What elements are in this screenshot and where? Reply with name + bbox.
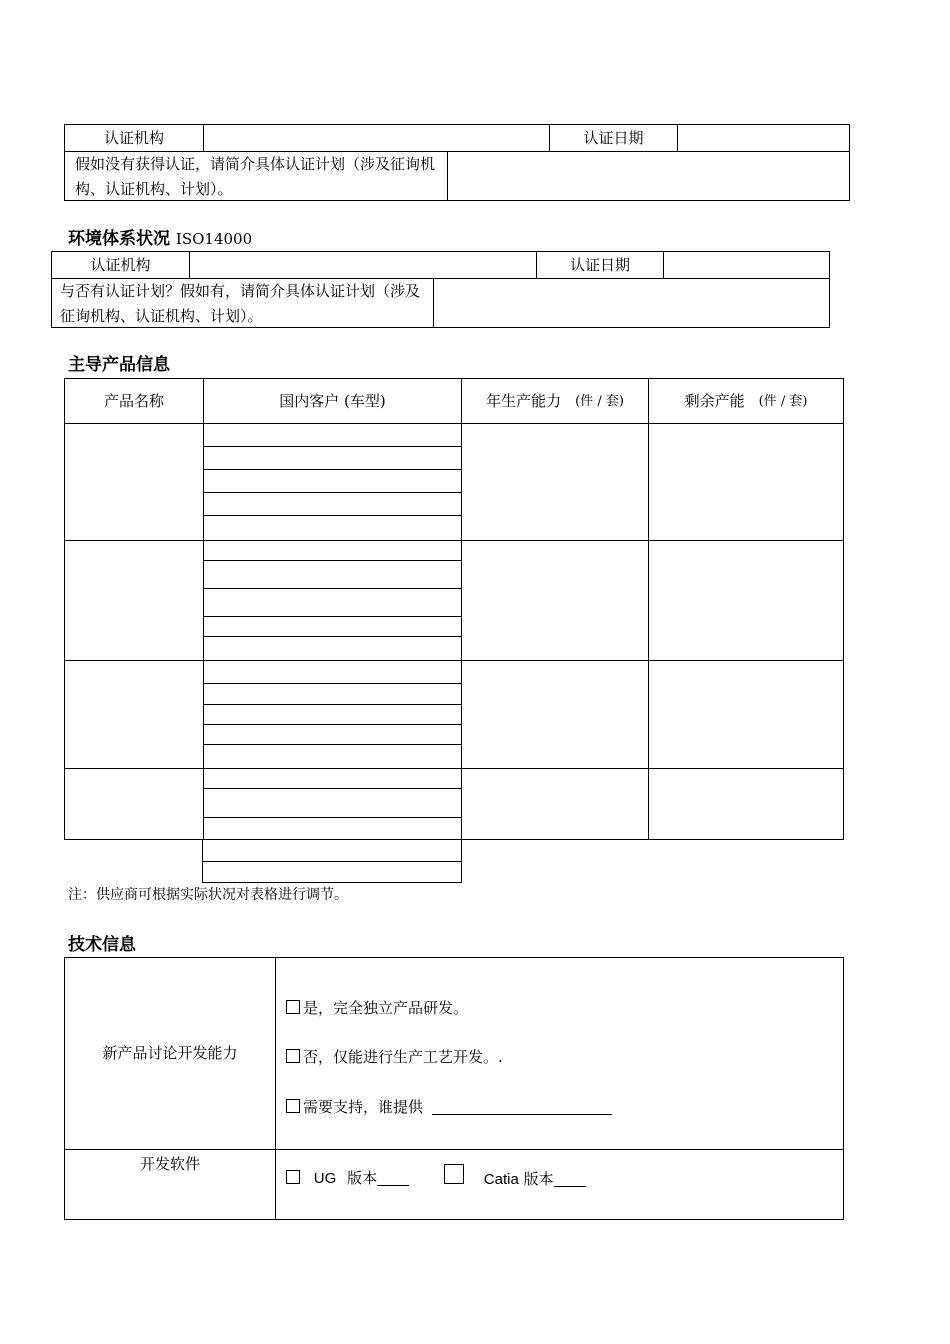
header-remaining: 剩余产能 (件 / 套)	[648, 379, 843, 423]
header-customer: 国内客户 (车型)	[203, 379, 461, 423]
env-plan-field[interactable]	[433, 278, 829, 327]
option-need-support[interactable]: 需要支持，谁提供	[286, 1095, 612, 1120]
cert-date-label: 认证日期	[549, 125, 677, 151]
cert-date-field[interactable]	[677, 125, 849, 151]
customer-overflow-rows	[202, 839, 462, 883]
header-capacity: 年生产能力 (件 / 套)	[461, 379, 648, 423]
env-date-label: 认证日期	[536, 252, 663, 278]
checkbox-icon[interactable]	[286, 1170, 300, 1184]
software-cell	[275, 1149, 843, 1219]
cert-plan-field[interactable]	[447, 151, 849, 200]
product-section-title: 主导产品信息	[68, 355, 170, 375]
env-date-field[interactable]	[663, 252, 829, 278]
env-org-label: 认证机构	[90, 255, 151, 274]
tech-section-title: 技术信息	[68, 935, 136, 955]
cert-org-field[interactable]	[203, 125, 549, 151]
support-provider-field[interactable]	[432, 1114, 612, 1115]
env-plan-text: 与否有认证计划？假如有，请简介具体认证计划（涉及征询机构、认证机构、计划）。	[52, 278, 433, 327]
ug-version-field[interactable]	[377, 1185, 409, 1186]
product-note: 注：供应商可根据实际状况对表格进行调节。	[68, 887, 348, 903]
header-product-name: 产品名称	[103, 391, 164, 410]
option-independent[interactable]: 是，完全独立产品研发。	[286, 996, 468, 1021]
env-cert-table	[51, 251, 830, 328]
env-org-field[interactable]	[189, 252, 536, 278]
cert-plan-text: 假如没有获得认证，请简介具体认证计划（涉及征询机构、认证机构、计划）。	[65, 151, 447, 200]
env-section-title: 环境体系状况 ISO14000	[68, 229, 253, 249]
ug-option[interactable]: UG 版本	[286, 1166, 409, 1191]
tech-table	[64, 957, 844, 1220]
rd-capability-label: 新产品讨论开发能力	[102, 1044, 238, 1062]
checkbox-icon[interactable]	[286, 1049, 300, 1063]
software-label: 开发软件	[65, 1149, 275, 1219]
checkbox-icon[interactable]	[444, 1164, 464, 1184]
catia-option[interactable]: Catia 版本	[444, 1164, 586, 1192]
cert-org-label: 认证机构	[103, 128, 164, 147]
product-table	[64, 378, 844, 840]
quality-cert-table	[64, 124, 850, 201]
checkbox-icon[interactable]	[286, 1099, 300, 1113]
option-process-only[interactable]: 否，仅能进行生产工艺开发。.	[286, 1045, 503, 1070]
checkbox-icon[interactable]	[286, 1000, 300, 1014]
rd-options-cell	[275, 958, 843, 1149]
catia-version-field[interactable]	[554, 1186, 586, 1187]
